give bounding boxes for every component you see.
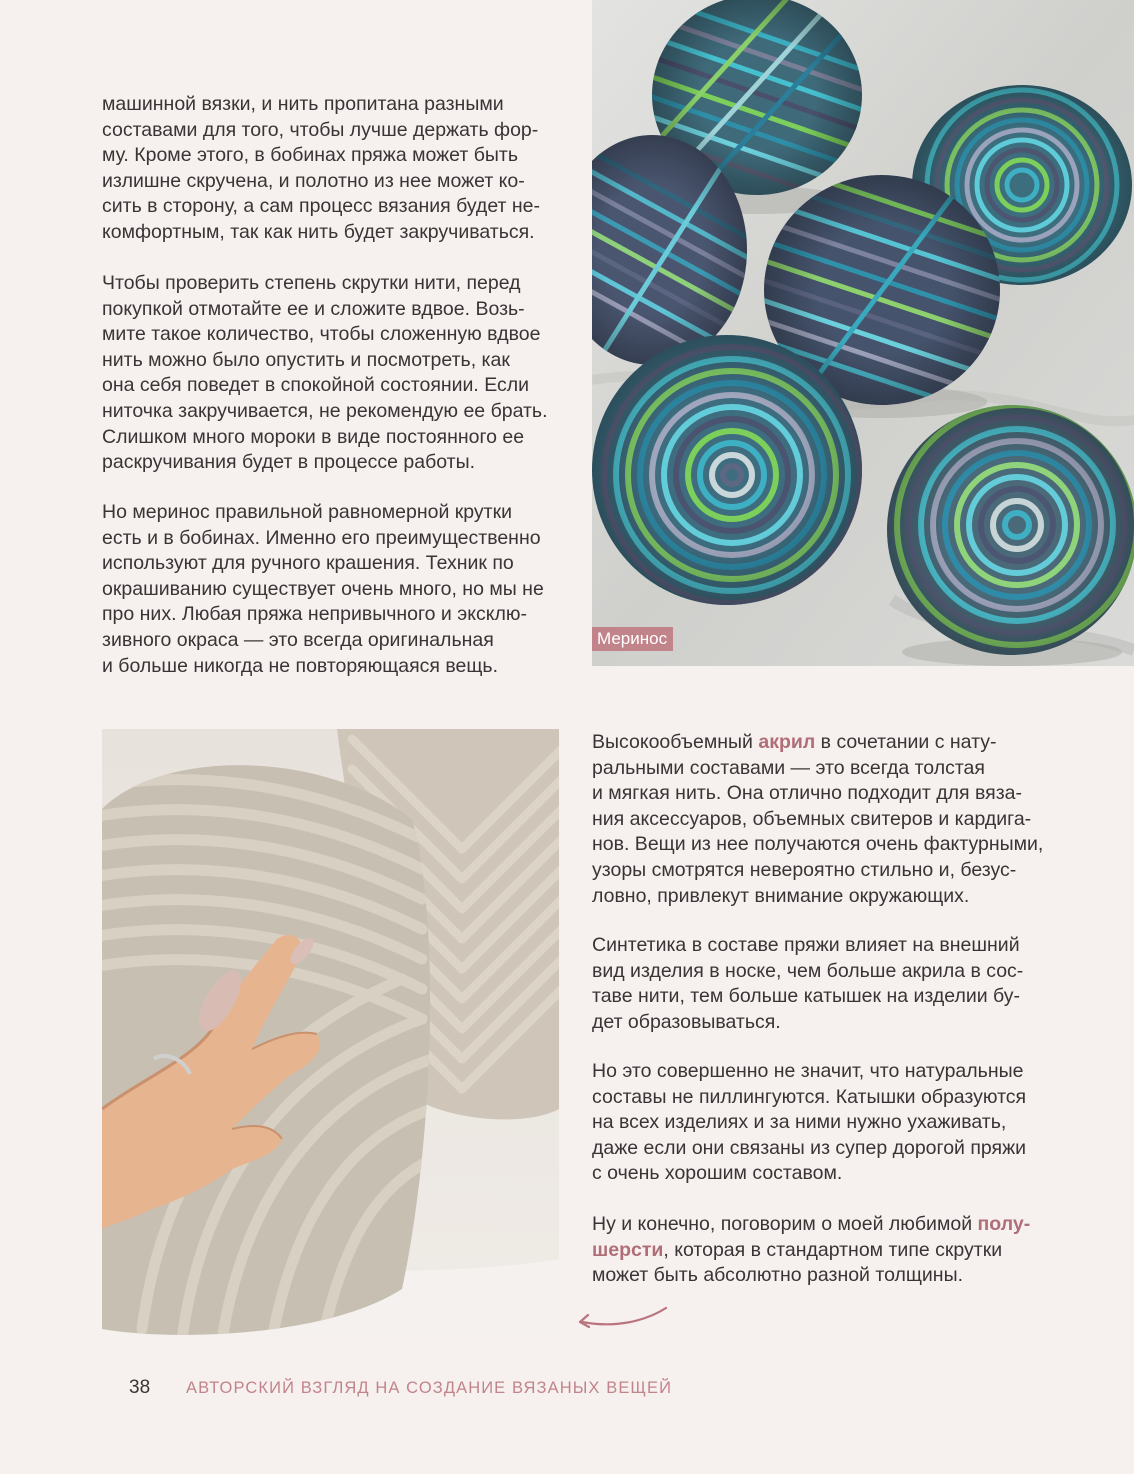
highlight-acrylic: акрил xyxy=(758,731,816,753)
text-line: таве нити, тем больше катышек на изделии бу- xyxy=(592,985,1021,1008)
paragraph-merino-dyeing xyxy=(102,500,544,679)
arrow-left-icon xyxy=(574,1302,670,1336)
text-line: используют для ручного крашения. Техник по xyxy=(102,552,514,575)
text-line: комфортным, так как нить будет закручиваться. xyxy=(102,220,535,243)
photo-caption-merino: Меринос xyxy=(592,627,673,651)
text-line: раскручивания будет в процессе работы. xyxy=(102,451,476,474)
text-line: и больше никогда не повторяющаяся вещь. xyxy=(102,654,498,677)
text-line: ральными составами — это всегда толстая xyxy=(592,756,985,779)
text-line: даже если они связаны из супер дорогой пряжи xyxy=(592,1136,1027,1159)
text-line: Синтетика в составе пряжи влияет на внешний xyxy=(592,934,1020,956)
page-number: 38 xyxy=(129,1377,151,1398)
text-line: излишне скручена, и полотно из нее может ко- xyxy=(102,169,525,192)
text-line: зивного окраса — это всегда оригинальная xyxy=(102,628,494,651)
paragraph-half-wool xyxy=(592,1212,1030,1289)
paragraph-acrylic xyxy=(592,730,1043,909)
half-wool-line-3: может быть абсолютно разной толщины. xyxy=(592,1264,964,1287)
text-line: нить можно было опустить и посмотреть, как xyxy=(102,348,510,371)
text-line: окрашиванию существует очень много, но мы не xyxy=(102,577,544,600)
text-line: есть и в бобинах. Именно его преимущественно xyxy=(102,526,541,549)
text-line: ния аксессуаров, объемных свитеров и кардига- xyxy=(592,807,1032,830)
text-line: и мягкая нить. Она отлично подходит для вяза- xyxy=(592,782,1022,805)
text-line: ловно, привлекут внимание окружающих. xyxy=(592,884,970,907)
merino-yarn-photo xyxy=(592,0,1134,666)
paragraph-machine-yarn xyxy=(102,92,540,246)
highlight-half-wool-2: шерсти xyxy=(592,1238,664,1261)
text-line: узоры смотрятся невероятно стильно и, безус- xyxy=(592,858,1017,881)
text-line: составами для того, чтобы лучше держать фор- xyxy=(102,118,539,141)
acrylic-line-1: Высокообъемный акрил в сочетании с нату- xyxy=(592,731,997,753)
text-line: она себя поведет в спокойной состоянии. Если xyxy=(102,374,530,397)
paragraph-natural-pilling xyxy=(592,1059,1026,1187)
running-title: АВТОРСКИЙ ВЗГЛЯД НА СОЗДАНИЕ ВЯЗАНЫХ ВЕЩЕЙ xyxy=(186,1379,673,1397)
text-line: ниточка закручивается, не рекомендую ее брать. xyxy=(102,399,548,422)
half-wool-line-1: Ну и конечно, поговорим о моей любимой полу- xyxy=(592,1213,1031,1235)
text-line: Но меринос правильной равномерной крутки xyxy=(102,501,513,523)
text-line: дет образовываться. xyxy=(592,1010,781,1033)
text-line: мите такое количество, чтобы сложенную вдвое xyxy=(102,323,541,346)
acrylic-yarn-photo xyxy=(102,729,559,1340)
text-line: с очень хорошим составом. xyxy=(592,1162,843,1185)
paragraph-synthetic-pilling xyxy=(592,933,1023,1035)
text-line: машинной вязки, и нить пропитана разными xyxy=(102,93,504,115)
text-line: составы не пиллингуются. Катышки образуются xyxy=(592,1085,1027,1108)
paragraph-twist-check xyxy=(102,271,548,476)
text-line: му. Кроме этого, в бобинах пряжа может быть xyxy=(102,144,519,167)
half-wool-line-2: шерсти, которая в стандартном типе скрутки xyxy=(592,1238,1003,1261)
text-line: сить в сторону, а сам процесс вязания будет не- xyxy=(102,195,540,218)
highlight-half-wool-1: полу- xyxy=(977,1213,1031,1235)
text-line: Чтобы проверить степень скрутки нити, перед xyxy=(102,272,521,294)
text-line: нов. Вещи из нее получаются очень фактурными, xyxy=(592,833,1044,856)
text-line: покупкой отмотайте ее и сложите вдвое. Возь- xyxy=(102,297,525,320)
text-line: на всех изделиях и за ними нужно ухаживать, xyxy=(592,1111,1007,1134)
text-line: про них. Любая пряжа непривычного и эксклю- xyxy=(102,603,527,626)
text-line: вид изделия в носке, чем больше акрила в сос- xyxy=(592,959,1024,982)
text-line: Слишком много мороки в виде постоянного ее xyxy=(102,425,525,448)
text-line: Но это совершенно не значит, что натуральные xyxy=(592,1060,1024,1082)
